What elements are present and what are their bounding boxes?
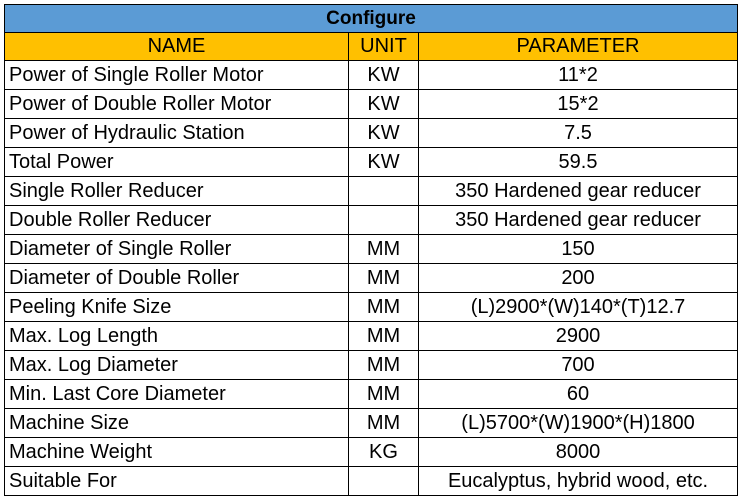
row-name: Power of Hydraulic Station [5, 119, 349, 148]
row-parameter: 350 Hardened gear reducer [419, 177, 738, 206]
row-unit: MM [349, 409, 419, 438]
row-unit: KW [349, 119, 419, 148]
header-row [5, 33, 738, 61]
title-row [5, 5, 738, 33]
table-row [5, 351, 738, 380]
row-unit: KW [349, 90, 419, 119]
row-name: Max. Log Length [5, 322, 349, 351]
spec-sheet [4, 4, 737, 496]
table-row [5, 264, 738, 293]
row-parameter: (L)5700*(W)1900*(H)1800 [419, 409, 738, 438]
row-name: Power of Single Roller Motor [5, 61, 349, 90]
row-unit [349, 206, 419, 235]
configure-table [4, 4, 738, 496]
row-parameter: 7.5 [419, 119, 738, 148]
row-parameter: 11*2 [419, 61, 738, 90]
row-parameter: 60 [419, 380, 738, 409]
row-parameter: 200 [419, 264, 738, 293]
row-unit: MM [349, 351, 419, 380]
table-row [5, 467, 738, 496]
row-unit [349, 177, 419, 206]
row-name: Max. Log Diameter [5, 351, 349, 380]
row-parameter: 59.5 [419, 148, 738, 177]
header-name: NAME [5, 33, 349, 61]
row-name: Suitable For [5, 467, 349, 496]
table-row [5, 148, 738, 177]
table-row [5, 90, 738, 119]
row-parameter: Eucalyptus, hybrid wood, etc. [419, 467, 738, 496]
table-row [5, 409, 738, 438]
row-unit: MM [349, 322, 419, 351]
row-unit [349, 467, 419, 496]
table-row [5, 322, 738, 351]
row-unit: MM [349, 264, 419, 293]
row-name: Power of Double Roller Motor [5, 90, 349, 119]
table-row [5, 438, 738, 467]
table-row [5, 380, 738, 409]
table-row [5, 293, 738, 322]
row-parameter: 150 [419, 235, 738, 264]
row-unit: KW [349, 61, 419, 90]
row-parameter: 700 [419, 351, 738, 380]
table-title: Configure [5, 5, 738, 33]
table-row [5, 119, 738, 148]
header-unit: UNIT [349, 33, 419, 61]
row-name: Double Roller Reducer [5, 206, 349, 235]
row-name: Machine Size [5, 409, 349, 438]
row-unit: MM [349, 235, 419, 264]
table-row [5, 61, 738, 90]
row-unit: MM [349, 293, 419, 322]
row-parameter: 8000 [419, 438, 738, 467]
row-name: Diameter of Single Roller [5, 235, 349, 264]
header-parameter: PARAMETER [419, 33, 738, 61]
row-unit: KG [349, 438, 419, 467]
row-name: Total Power [5, 148, 349, 177]
row-name: Diameter of Double Roller [5, 264, 349, 293]
row-name: Peeling Knife Size [5, 293, 349, 322]
row-parameter: (L)2900*(W)140*(T)12.7 [419, 293, 738, 322]
row-unit: MM [349, 380, 419, 409]
row-parameter: 15*2 [419, 90, 738, 119]
row-unit: KW [349, 148, 419, 177]
row-name: Single Roller Reducer [5, 177, 349, 206]
row-parameter: 2900 [419, 322, 738, 351]
row-name: Machine Weight [5, 438, 349, 467]
table-row [5, 177, 738, 206]
row-name: Min. Last Core Diameter [5, 380, 349, 409]
row-parameter: 350 Hardened gear reducer [419, 206, 738, 235]
table-row [5, 206, 738, 235]
table-row [5, 235, 738, 264]
